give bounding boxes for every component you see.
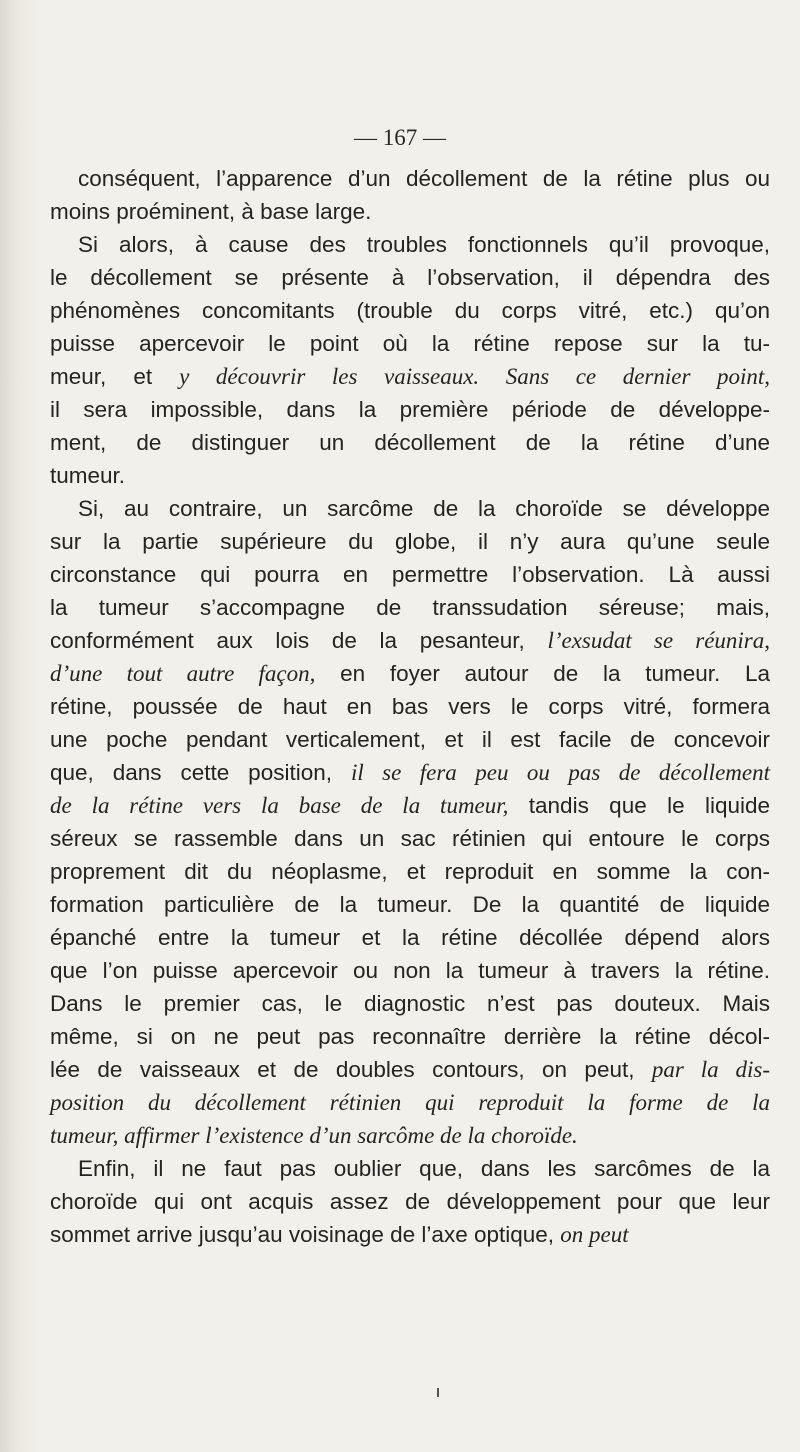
text-run: conformément aux lois de la pesanteur, <box>50 628 548 653</box>
text-run: séreux se rassemble dans un sac rétinien qui entoure le corps <box>50 826 770 851</box>
text-run: ment, de distinguer un décollement de la rétine d’une <box>50 430 770 455</box>
text-line <box>50 1053 770 1086</box>
text-run: conséquent, l’apparence d’un décollement de la rétine plus ou <box>78 166 770 191</box>
text-line <box>50 1152 770 1185</box>
text-run: rétine, poussée de haut en bas vers le corps vitré, formera <box>50 694 770 719</box>
text-line <box>50 690 770 723</box>
text-run: Si alors, à cause des troubles fonctionnels qu’il provoque, <box>78 232 770 257</box>
text-run: phénomènes concomitants (trouble du corps vitré, etc.) qu’on <box>50 298 770 323</box>
text-run: sur la partie supérieure du globe, il n’y aura qu’une seule <box>50 529 770 554</box>
text-run: Dans le premier cas, le diagnostic n’est pas douteux. Mais <box>50 991 770 1016</box>
text-run: une poche pendant verticalement, et il est facile de concevoir <box>50 727 770 752</box>
text-run: Enfin, il ne faut pas oublier que, dans les sarcômes de la <box>78 1156 770 1181</box>
text-line <box>50 756 770 789</box>
text-line <box>50 789 770 822</box>
text-line <box>50 492 770 525</box>
text-run: tandis que le liquide <box>508 793 770 818</box>
italic-text: l’exsudat se réunira, <box>547 628 770 653</box>
text-run: sommet arrive jusqu’au voisinage de l’axe optique, <box>50 1222 561 1247</box>
italic-text: il se fera peu ou pas de décollement <box>350 760 770 785</box>
text-run: lée de vaisseaux et de doubles contours, on peut, <box>50 1057 652 1082</box>
text-line <box>50 195 770 228</box>
text-line <box>50 1020 770 1053</box>
text-run: que l’on puisse apercevoir ou non la tumeur à travers la rétine. <box>50 958 770 983</box>
text-run: en foyer autour de la tumeur. La <box>315 661 770 686</box>
text-line <box>50 327 770 360</box>
italic-text: on peut <box>560 1222 629 1247</box>
text-run: tumeur. <box>50 463 126 488</box>
text-line <box>50 888 770 921</box>
text-run: proprement dit du néoplasme, et reproduit en somme la con- <box>50 859 770 884</box>
italic-text: de la rétine vers la base de la tumeur, <box>50 793 509 818</box>
italic-text: y découvrir les vaisseaux. Sans ce dernier point, <box>179 364 770 389</box>
text-line <box>50 954 770 987</box>
text-line <box>50 1119 770 1152</box>
text-line <box>50 525 770 558</box>
text-line <box>50 162 770 195</box>
text-run: le décollement se présente à l’observation, il dépendra des <box>50 265 770 290</box>
text-run: Si, au contraire, un sarcôme de la choroïde se développe <box>78 496 770 521</box>
text-line <box>50 393 770 426</box>
text-run: il sera impossible, dans la première période de développe- <box>50 397 770 422</box>
body-text <box>50 162 770 1251</box>
ink-speck <box>437 1388 439 1397</box>
text-run: la tumeur s’accompagne de transsudation séreuse; mais, <box>50 595 770 620</box>
text-run: circonstance qui pourra en permettre l’observation. Là aussi <box>50 562 770 587</box>
italic-text: tumeur, affirmer l’existence d’un sarcôme de la choroïde. <box>50 1123 578 1148</box>
text-run: même, si on ne peut pas reconnaître derrière la rétine décol- <box>50 1024 770 1049</box>
text-line <box>50 459 770 492</box>
text-line <box>50 591 770 624</box>
text-line <box>50 360 770 393</box>
text-run: choroïde qui ont acquis assez de développement pour que leur <box>50 1189 770 1214</box>
text-line <box>50 228 770 261</box>
italic-text: d’une tout autre façon, <box>50 661 316 686</box>
text-line <box>50 723 770 756</box>
text-line <box>50 987 770 1020</box>
text-line <box>50 426 770 459</box>
text-line <box>50 822 770 855</box>
text-line <box>50 855 770 888</box>
text-run: que, dans cette position, <box>50 760 351 785</box>
text-run: meur, et <box>50 364 180 389</box>
italic-text: position du décollement rétinien qui reproduit la forme de la <box>50 1090 770 1115</box>
page-number: — 167 — <box>354 125 446 150</box>
text-line <box>50 1086 770 1119</box>
italic-text: par la dis- <box>651 1057 770 1082</box>
text-run: moins proéminent, à base large. <box>50 199 372 224</box>
text-run: formation particulière de la tumeur. De la quantité de liquide <box>50 892 770 917</box>
text-run: épanché entre la tumeur et la rétine décollée dépend alors <box>50 925 770 950</box>
text-run: puisse apercevoir le point où la rétine repose sur la tu- <box>50 331 770 356</box>
text-line <box>50 657 770 690</box>
text-line <box>50 558 770 591</box>
text-line <box>50 624 770 657</box>
text-line <box>50 921 770 954</box>
text-line <box>50 294 770 327</box>
text-line <box>50 1185 770 1218</box>
text-line <box>50 261 770 294</box>
text-line <box>50 1218 770 1251</box>
